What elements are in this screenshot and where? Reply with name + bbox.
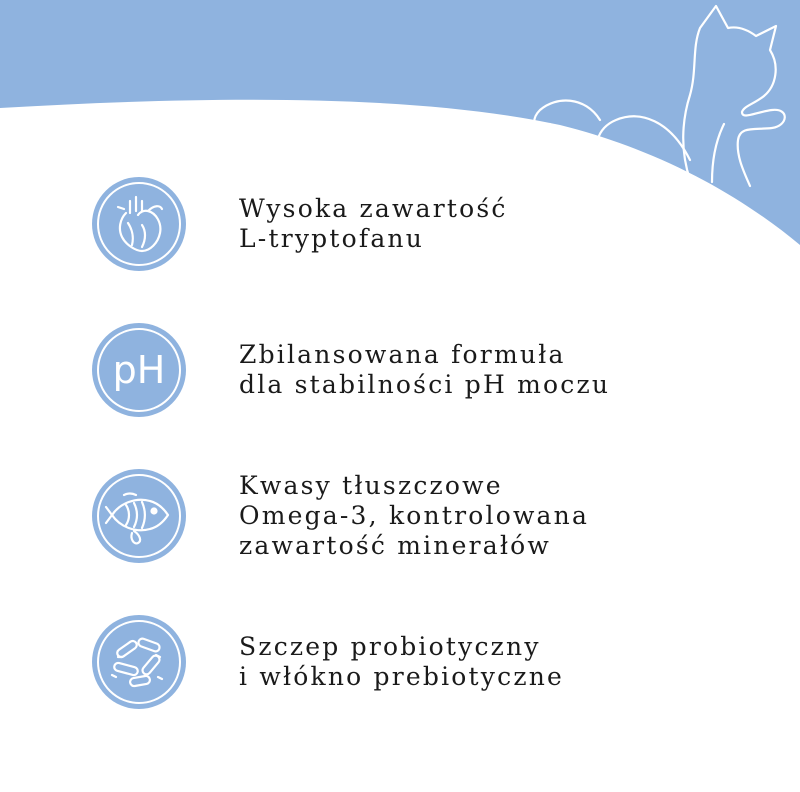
- feature-line: Zbilansowana formuła: [239, 340, 566, 369]
- feature-item-ph: [92, 322, 792, 418]
- feature-line: i włókno prebiotyczne: [239, 662, 564, 691]
- feature-badge: [92, 323, 186, 417]
- feature-badge: [92, 469, 186, 563]
- feature-item-omega: [92, 468, 792, 564]
- feature-text: [239, 471, 589, 561]
- feature-line: dla stabilności pH moczu: [239, 370, 611, 399]
- feature-line: Wysoka zawartość: [239, 194, 508, 223]
- ph-icon: pH: [112, 348, 166, 392]
- feature-text: [239, 340, 610, 400]
- feature-text: [239, 194, 508, 254]
- bacteria-icon: [104, 627, 174, 697]
- feature-line: Omega-3, kontrolowana: [239, 501, 590, 530]
- feature-text: [239, 632, 564, 692]
- feature-item-probiotic: [92, 614, 792, 710]
- feature-item-tryptophan: [92, 176, 792, 272]
- feature-badge: [92, 615, 186, 709]
- feature-line: Szczep probiotyczny: [239, 632, 541, 661]
- fish-icon: [104, 481, 174, 551]
- feature-line: zawartość minerałów: [239, 531, 552, 560]
- feature-line: L-tryptofanu: [239, 224, 425, 253]
- feature-line: Kwasy tłuszczowe: [239, 471, 503, 500]
- feature-badge: [92, 177, 186, 271]
- heart-icon: [104, 189, 174, 259]
